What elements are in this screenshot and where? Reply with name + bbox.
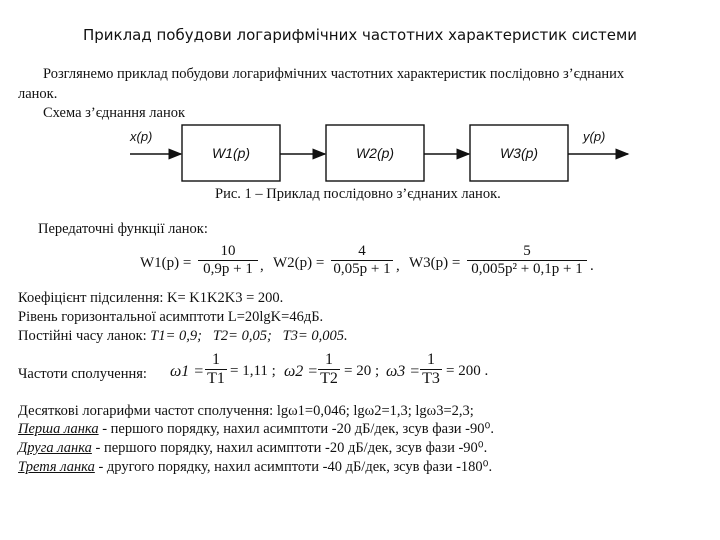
w3-fraction xyxy=(467,243,587,278)
w3-numerator: 5 xyxy=(523,243,531,259)
omega3-numerator: 1 xyxy=(427,351,435,368)
corner-frequencies-label: Частоти сполучення: xyxy=(18,366,147,382)
omega2-fraction xyxy=(318,351,340,388)
link-1-line xyxy=(18,421,494,438)
omega1-value: = 1,11 ; xyxy=(230,363,276,379)
link-1-text: - першого порядку, нахил асимптоти -20 дБ/дек, зсув фази -90⁰. xyxy=(98,421,494,437)
scheme-label: Схема з’єднання ланок xyxy=(43,105,186,121)
link-2-text: - першого порядку, нахил асимптоти -20 дБ/дек, зсув фази -90⁰. xyxy=(91,440,488,456)
intro-line-1: Розглянемо приклад побудови логарифмічних частотних характеристик послідовно з’єднаних xyxy=(43,66,625,82)
intro-line-2: ланок. xyxy=(18,86,58,102)
omega2-lhs: ω2 = xyxy=(284,363,319,380)
log-line: Десяткові логарифми частот сполучення: lgω1=0,046; lgω2=1,3; lgω3=2,3; xyxy=(18,403,474,419)
figure-caption: Рис. 1 – Приклад послідовно з’єднаних ланок. xyxy=(215,186,501,202)
w1-denominator: 0,9p + 1 xyxy=(198,260,258,278)
omega2-numerator: 1 xyxy=(325,351,333,368)
asymptote-line: Рівень горизонтальної асимптоти L=20lgK=46дБ. xyxy=(18,309,324,325)
output-signal-label: y(p) xyxy=(583,129,606,144)
omega2-value: = 20 ; xyxy=(344,363,380,379)
block-w3-label: W3(p) xyxy=(499,145,539,161)
w3-lhs: W3(p) = xyxy=(409,255,461,271)
omega1-fraction xyxy=(205,351,227,388)
w3-denominator: 0,005p² + 0,1p + 1 xyxy=(467,260,587,278)
omega1-denominator: T1 xyxy=(205,369,227,388)
transfer-functions-label: Передаточні функції ланок: xyxy=(38,221,208,237)
time-constants-label: Постійні часу ланок: xyxy=(18,328,147,344)
w2-lhs: W2(p) = xyxy=(273,255,325,271)
t3-value: T3= 0,005. xyxy=(282,328,348,344)
gain-line: Коефіцієнт підсилення: K= K1K2K3 = 200. xyxy=(18,290,284,306)
link-3-name: Третя ланка xyxy=(18,459,95,475)
w1-separator: , xyxy=(260,258,264,274)
block-diagram xyxy=(0,0,720,200)
time-constants-line xyxy=(18,328,348,345)
w2-numerator: 4 xyxy=(358,243,366,259)
t2-value: T2= 0,05; xyxy=(212,328,272,344)
omega1-lhs: ω1 = xyxy=(170,363,205,380)
w2-denominator: 0,05p + 1 xyxy=(331,260,393,278)
link-3-line xyxy=(18,459,492,476)
input-signal-label: x(p) xyxy=(130,129,153,144)
link-2-line xyxy=(18,440,487,457)
omega3-denominator: T3 xyxy=(420,369,442,388)
page-title: Приклад побудови логарифмічних частотних характеристик системи xyxy=(82,26,638,44)
link-1-name: Перша ланка xyxy=(18,421,99,437)
block-w1-label: W1(p) xyxy=(211,145,251,161)
omega2-denominator: T2 xyxy=(318,369,340,388)
w1-fraction xyxy=(198,243,258,278)
w1-lhs: W1(p) = xyxy=(140,255,192,271)
w2-separator: , xyxy=(396,258,400,274)
t1-value: T1= 0,9; xyxy=(150,328,202,344)
omega1-numerator: 1 xyxy=(212,351,220,368)
omega3-value: = 200 . xyxy=(446,363,489,379)
omega3-fraction xyxy=(420,351,442,388)
block-w2-label: W2(p) xyxy=(355,145,395,161)
w1-numerator: 10 xyxy=(220,243,236,259)
omega3-lhs: ω3 = xyxy=(386,363,421,380)
link-2-name: Друга ланка xyxy=(18,440,92,456)
w2-fraction xyxy=(331,243,393,278)
link-3-text: - другого порядку, нахил асимптоти -40 дБ/дек, зсув фази -180⁰. xyxy=(94,459,493,475)
w3-separator: . xyxy=(590,258,594,274)
